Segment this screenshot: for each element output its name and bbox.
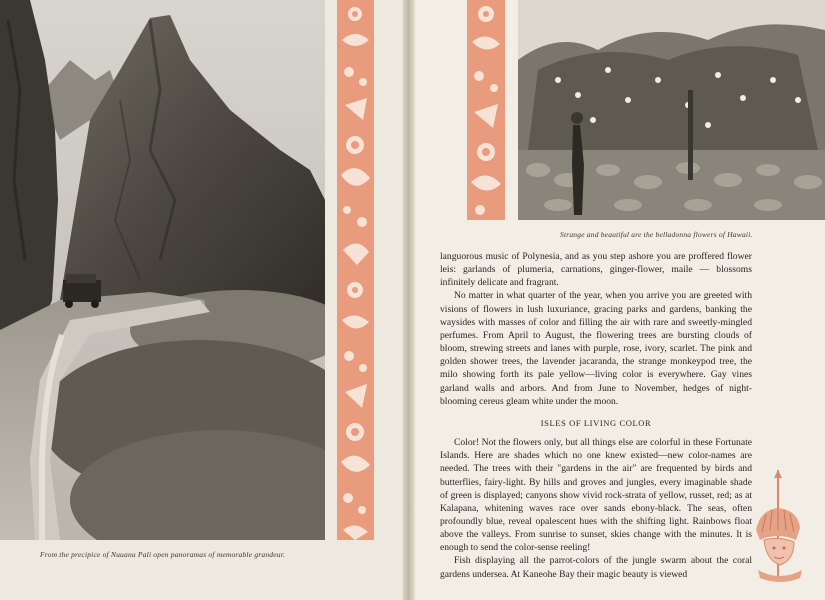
section-heading: ISLES OF LIVING COLOR xyxy=(540,417,652,428)
book-gutter xyxy=(403,0,415,600)
floral-pattern-icon xyxy=(337,0,374,540)
hawaiian-warrior-emblem-icon xyxy=(750,470,810,585)
paragraph: Color! Not the flowers only, but all things else are colorful in these Fortunate Islands. Here are shades which no one knew existed—new color-names are needed. The trees with their "gardens in the air" are frequented by birds and butterflies, fairy-light. By hills and groves and jungles, every imaginable shade of green is displayed; canyons show vivid rock-strata of yellow, russet, red; as at Kalapana, whitening waves race over sands ebony-black. The seas, often profoundly blue, reveal opalescent hues with the shifting light. Rainbows float above the valleys. From sunrise to sunset, skies change with the minutes. It is enough to send the color-sense reeling! xyxy=(440,437,752,554)
floral-border-right xyxy=(467,0,505,220)
paragraph: languorous music of Polynesia, and as you step ashore you are proffered flower leis: garlands of plumeria, carnations, ginger-flower, maile — blossoms infinitely delicate and fragrant. xyxy=(440,251,752,289)
belladonna-photo-caption: Strange and beautiful are the belladonna flowers of Hawaii. xyxy=(560,230,753,239)
floral-border-left xyxy=(337,0,374,540)
belladonna-photo xyxy=(518,0,825,220)
paragraph: Fish displaying all the parrot-colors of the jungle swarm about the coral gardens undersea. At Kaneohe Bay their magic beauty is viewed xyxy=(440,555,752,580)
pali-photo-caption: From the precipice of Nuuanu Pali open panoramas of memorable grandeur. xyxy=(40,550,286,559)
article-body xyxy=(440,250,752,581)
pali-landscape-illustration xyxy=(0,0,325,540)
paragraph: No matter in what quarter of the year, when you arrive you are greeted with visions of flowers in lush luxuriance, gracing parks and gardens, banking the waysides with masses of color and filling the air with rare and sweetly-mingled perfumes. From April to August, the flowering trees are bursting clouds of bloom, strewing streets and lanes with purple, rose, ivory, scarlet. The pink and golden shower trees, the lavender jacaranda, the strange monkeypod tree, the milo showing forth its pale yellow—living color is everywhere. Gay vines garland walls and arbors. And from June to November, hedges of night-blooming cereus gleam white under the moon. xyxy=(440,290,752,407)
floral-pattern-icon xyxy=(467,0,505,220)
belladonna-tree-illustration xyxy=(518,0,825,220)
nuuanu-pali-photo xyxy=(0,0,325,540)
